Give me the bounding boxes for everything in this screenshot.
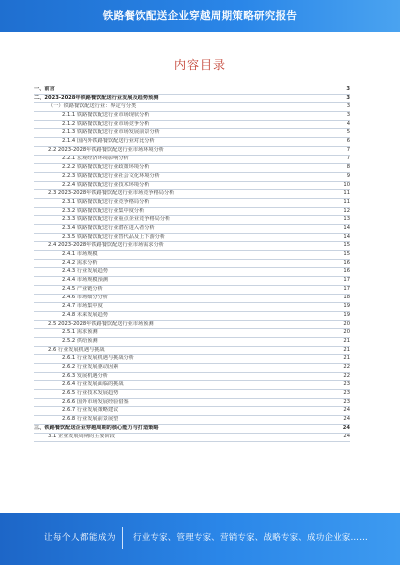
toc-entry-title: 2.3.2 铁路餐饮配送行业集中度分析 <box>62 207 145 214</box>
toc-entry[interactable] <box>34 95 350 104</box>
toc-entry-page: 23 <box>343 381 350 388</box>
toc-entry-title: 2.6.3 发展机遇分析 <box>62 372 108 379</box>
toc-entry[interactable] <box>34 347 350 356</box>
toc-entry-title: 2.3 2023-2028年铁路餐饮配送行业市场竞争格局分析 <box>48 190 175 197</box>
toc-entry-page: 24 <box>342 424 350 431</box>
toc-entry-page: 4 <box>346 120 350 127</box>
toc-entry[interactable] <box>34 234 350 243</box>
toc-entry[interactable] <box>34 147 350 156</box>
toc-entry-page: 14 <box>343 233 350 240</box>
toc-entry-page: 11 <box>343 198 350 205</box>
toc-entry-page: 24 <box>343 416 350 423</box>
toc-entry-page: 21 <box>343 355 350 362</box>
toc-entry-page: 17 <box>343 285 350 292</box>
report-title: 铁路餐饮配送企业穿越周期策略研究报告 <box>102 10 298 22</box>
toc-entry-page: 20 <box>343 320 350 327</box>
toc-entry[interactable] <box>34 295 350 304</box>
toc-entry-page: 24 <box>343 407 350 414</box>
toc-entry[interactable] <box>34 321 350 330</box>
toc-entry-page: 22 <box>343 372 350 379</box>
toc-entry-title: 2.6.1 行业发展机遇与挑战分析 <box>62 355 134 362</box>
toc-entry-page: 10 <box>343 181 350 188</box>
toc-entry-title: 2.3.5 铁路餐饮配送行业替代品及上下游分析 <box>62 233 166 240</box>
toc-entry-title: 2.2.3 铁路餐饮配送行业社会文化环境分析 <box>62 172 160 179</box>
toc-entry-title: 一、前言 <box>34 86 55 92</box>
toc-entry[interactable] <box>34 373 350 382</box>
toc-entry[interactable] <box>34 156 350 165</box>
toc-entry-title: 2.6.7 行业发展策略建议 <box>62 407 119 414</box>
footer-divider <box>122 527 123 549</box>
toc-entry-title: 2.6.8 行业发展前景展望 <box>62 416 119 423</box>
toc-entry-page: 13 <box>343 216 350 223</box>
toc-entry-title: 2.4.6 市场细分分析 <box>62 294 108 301</box>
toc-entry-title: 2.4 2023-2028年铁路餐饮配送行业市场需求分析 <box>48 242 164 249</box>
toc-entry[interactable] <box>34 407 350 416</box>
toc-entry[interactable] <box>34 182 350 191</box>
toc-entry[interactable] <box>34 390 350 399</box>
toc-entry[interactable] <box>34 268 350 277</box>
toc-entry[interactable] <box>34 190 350 199</box>
toc-entry-title: 2.2.4 铁路餐饮配送行业技术环境分析 <box>62 181 150 188</box>
toc-entry-page: 3 <box>346 94 350 101</box>
toc-entry[interactable] <box>34 416 350 425</box>
footer-slogan: 让每个人都能成为 <box>44 533 117 543</box>
toc-entry[interactable] <box>34 208 350 217</box>
toc-entry[interactable] <box>34 121 350 130</box>
toc-entry-page: 21 <box>343 337 350 344</box>
toc-entry-title: 2.5 2023-2028年铁路餐饮配送行业市场预测 <box>48 320 154 327</box>
toc-entry-title: 2.6.5 行业技术发展趋势 <box>62 390 119 397</box>
toc-entry[interactable] <box>34 199 350 208</box>
toc-entry[interactable] <box>34 364 350 373</box>
toc-entry-page: 18 <box>343 294 350 301</box>
toc-entry-page: 11 <box>343 190 350 197</box>
toc-entry-page: 16 <box>343 259 350 266</box>
toc-entry[interactable] <box>34 425 350 434</box>
toc-entry[interactable] <box>34 260 350 269</box>
toc-entry[interactable] <box>34 173 350 182</box>
toc-entry-page: 7 <box>346 155 350 162</box>
toc-entry-page: 16 <box>343 268 350 275</box>
toc-entry[interactable] <box>34 277 350 286</box>
footer-tagline: 行业专家、管理专家、营销专家、战略专家、成功企业家…… <box>133 533 368 543</box>
toc-entry-page: 20 <box>343 329 350 336</box>
toc-entry[interactable] <box>34 355 350 364</box>
toc-entry[interactable] <box>34 434 350 443</box>
toc-entry-title: 2.6 行业发展机遇与挑战 <box>48 346 105 353</box>
toc-entry[interactable] <box>34 303 350 312</box>
toc-entry-page: 14 <box>343 225 350 231</box>
toc-entry-title: 2.4.4 市场规模预测 <box>62 277 108 284</box>
toc-entry[interactable] <box>34 164 350 173</box>
table-of-contents <box>34 86 350 442</box>
toc-entry-page: 24 <box>343 433 350 440</box>
toc-entry-title: 2.1.1 铁路餐饮配送行业市场现状分析 <box>62 112 150 119</box>
toc-entry-page: 17 <box>343 277 350 284</box>
toc-entry[interactable] <box>34 129 350 138</box>
toc-entry-page: 12 <box>343 207 350 214</box>
toc-entry-title: 2.3.4 铁路餐饮配送行业潜在进入者分析 <box>62 225 155 231</box>
toc-entry-page: 5 <box>346 129 350 136</box>
toc-entry-title: 2.5.2 供给预测 <box>62 337 98 344</box>
toc-entry-page: 15 <box>343 242 350 249</box>
toc-entry[interactable] <box>34 103 350 112</box>
toc-entry-title: 2.1.2 铁路餐饮配送行业市场竞争分析 <box>62 120 150 127</box>
toc-entry[interactable] <box>34 329 350 338</box>
toc-entry-page: 9 <box>346 172 350 179</box>
toc-entry[interactable] <box>34 242 350 251</box>
toc-entry[interactable] <box>34 251 350 260</box>
toc-entry-title: 2.4.3 行业发展趋势 <box>62 268 108 275</box>
toc-entry-page: 3 <box>346 112 350 119</box>
toc-entry-page: 3 <box>346 86 350 92</box>
toc-entry-title: 2.4.5 产业链分析 <box>62 285 103 292</box>
toc-entry-page: 23 <box>343 390 350 397</box>
toc-entry-title: 2.3.1 铁路餐饮配送行业竞争格局分析 <box>62 198 150 205</box>
toc-entry[interactable] <box>34 286 350 295</box>
toc-entry-title: 2.2.2 铁路餐饮配送行业政策环境分析 <box>62 164 150 171</box>
toc-entry-title: 2.2 2023-2028年铁路餐饮配送行业市场环境分析 <box>48 146 164 153</box>
toc-entry-title: 2.4.1 市场规模 <box>62 251 98 258</box>
footer-banner <box>0 513 400 565</box>
toc-entry-page: 23 <box>343 398 350 405</box>
toc-entry-page: 21 <box>343 346 350 353</box>
toc-entry-page: 3 <box>346 103 350 110</box>
toc-entry[interactable] <box>34 399 350 408</box>
toc-entry-title: 2.4.8 未来发展趋势 <box>62 311 108 318</box>
toc-entry[interactable] <box>34 216 350 225</box>
toc-entry-title: 2.1.3 铁路餐饮配送行业市场发展前景分析 <box>62 129 160 136</box>
toc-entry-title: 2.6.6 国外市场发展经验借鉴 <box>62 398 129 405</box>
toc-entry-page: 15 <box>343 251 350 258</box>
toc-entry-title: 三、铁路餐饮配送企业穿越周期的核心能力与打造策略 <box>34 424 159 431</box>
toc-entry[interactable] <box>34 112 350 121</box>
toc-entry-title: 2.2.1 宏观经济环境影响分析 <box>62 155 129 162</box>
toc-entry-title: （一）铁路餐饮配送行业：界定与分类 <box>48 103 137 110</box>
toc-entry-title: 3.1 企业发展周期的主要阶段 <box>48 433 115 440</box>
toc-entry[interactable] <box>34 138 350 147</box>
toc-entry-title: 2.6.2 行业发展驱动因素 <box>62 364 119 370</box>
toc-entry-title: 二、2023-2028年铁路餐饮配送行业发展及趋势预测 <box>34 94 159 101</box>
toc-entry-page: 8 <box>346 164 350 171</box>
toc-entry-title: 2.6.4 行业发展面临的挑战 <box>62 381 124 388</box>
toc-entry-page: 19 <box>343 303 350 310</box>
toc-entry-title: 2.5.1 需求预测 <box>62 329 98 336</box>
toc-entry-page: 19 <box>343 311 350 318</box>
toc-heading: 内容目录 <box>173 58 226 72</box>
toc-entry[interactable] <box>34 225 350 234</box>
toc-entry[interactable] <box>34 338 350 347</box>
toc-entry[interactable] <box>34 381 350 390</box>
toc-entry-page: 6 <box>346 138 350 145</box>
toc-entry[interactable] <box>34 86 350 95</box>
toc-entry-title: 2.4.2 需求分析 <box>62 259 98 266</box>
toc-entry-page: 7 <box>346 146 350 153</box>
toc-entry-page: 22 <box>343 364 350 370</box>
toc-entry[interactable] <box>34 312 350 321</box>
toc-entry-title: 2.4.7 市场集中度 <box>62 303 103 310</box>
toc-entry-title: 2.1.4 国内外铁路餐饮配送行业对比分析 <box>62 138 155 145</box>
toc-entry-title: 2.3.3 铁路餐饮配送行业重点企业竞争格局分析 <box>62 216 171 223</box>
